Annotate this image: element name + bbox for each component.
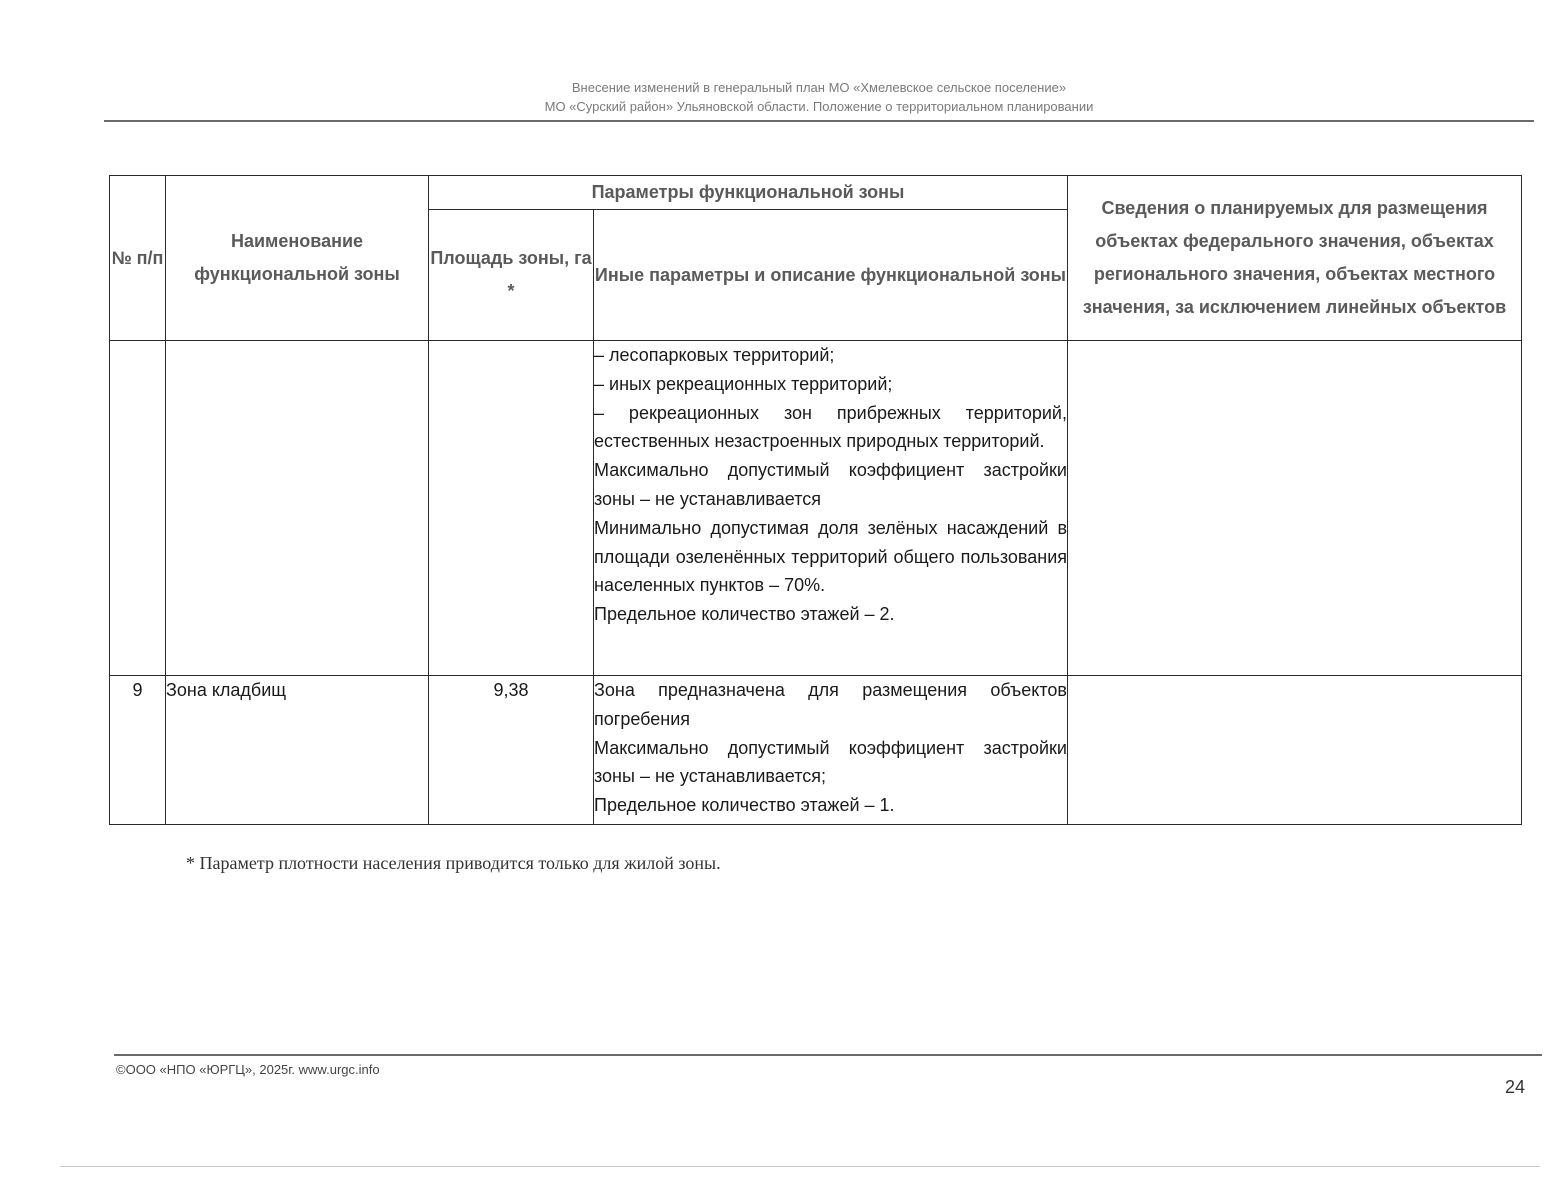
description-line: Максимально допустимый коэффициент застройки зоны – не устанавливается; <box>594 737 1067 787</box>
cell-zone-description <box>594 676 1068 825</box>
description-line: – лесопарковых территорий; <box>594 345 835 365</box>
header-other-parameters: Иные параметры и описание функциональной зоны <box>594 210 1068 341</box>
description-line: Минимально допустимая доля зелёных насаждений в площади озеленённых территорий общего пользования населенных пунктов – 70%. <box>594 517 1067 596</box>
table-footnote: * Параметр плотности населения приводится только для жилой зоны. <box>186 853 721 873</box>
cell-planned-objects <box>1068 341 1522 676</box>
cell-zone-area: 9,38 <box>429 676 594 825</box>
footer-copyright: ©ООО «НПО «ЮРГЦ», 2025г. www.urgc.info <box>116 1062 380 1077</box>
header-zone-parameters: Параметры функциональной зоны <box>429 176 1068 210</box>
header-line-1: Внесение изменений в генеральный план МО «Хмелевское сельское поселение» <box>571 80 1067 95</box>
description-line: – иных рекреационных территорий; <box>594 373 893 394</box>
cell-number: 9 <box>110 676 166 825</box>
cell-number <box>110 341 166 676</box>
description-line: Предельное количество этажей – 2. <box>594 604 895 625</box>
cell-planned-objects <box>1068 676 1522 825</box>
cell-zone-name: Зона кладбищ <box>166 676 429 825</box>
header-planned-objects: Сведения о планируемых для размещения объектах федерального значения, объектах регионального значения, объектах местного значения, за исключением линейных объектов <box>1068 176 1522 341</box>
footer-divider <box>114 1054 1542 1056</box>
header-line-2: МО «Сурский район» Ульяновской области. Положение о территориальном планировании <box>544 99 1094 114</box>
cell-zone-name <box>166 341 429 676</box>
description-line: Зона предназначена для размещения объектов погребения <box>594 680 1067 729</box>
description-line: Максимально допустимый коэффициент застройки зоны – не устанавливается <box>594 460 1067 509</box>
cell-zone-area <box>429 341 594 676</box>
document-header <box>105 78 1533 116</box>
header-zone-name: Наименование функциональной зоны <box>166 176 429 341</box>
table-row <box>110 676 1522 825</box>
scan-edge-line <box>60 1166 1540 1167</box>
table-row <box>110 341 1522 676</box>
description-line: Предельное количество этажей – 1. <box>594 795 895 816</box>
header-zone-area: Площадь зоны, га * <box>429 210 594 341</box>
description-line: – рекреационных зон прибрежных территорий, естественных незастроенных природных территорий. <box>594 402 1067 452</box>
header-number: № п/п <box>110 176 166 341</box>
cell-zone-description <box>594 341 1068 676</box>
header-divider <box>104 120 1534 122</box>
page-number: 24 <box>1505 1077 1526 1097</box>
functional-zones-table <box>109 175 1522 825</box>
